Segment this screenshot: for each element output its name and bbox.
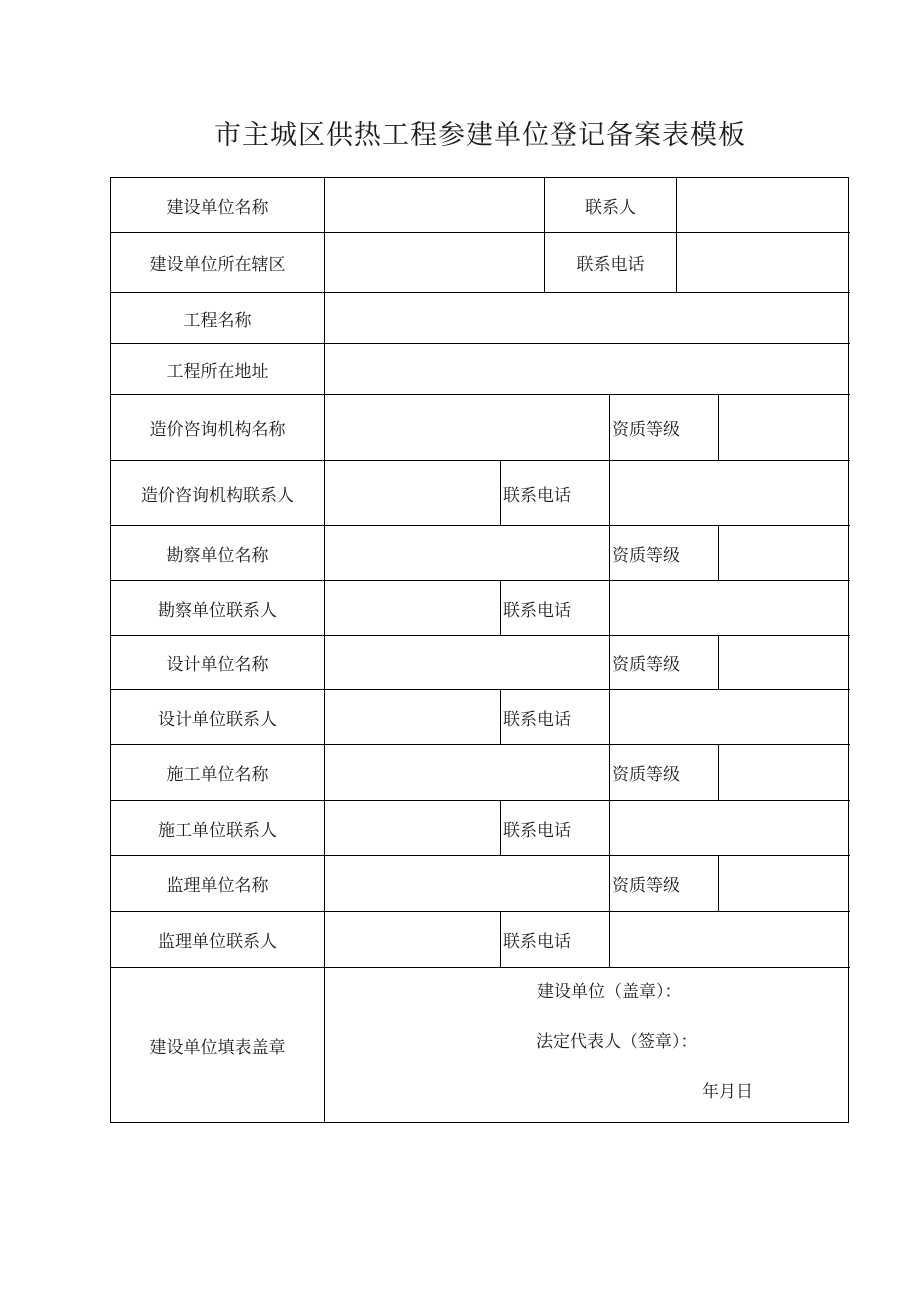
design-unit-contact-label: 设计单位联系人 [158,709,277,730]
cost-consulting-phone-field[interactable] [610,461,849,525]
construction-contractor-name-field[interactable] [325,745,609,800]
construction-unit-name-field[interactable] [325,178,544,232]
construction-unit-district-field[interactable] [325,233,544,292]
survey-unit-qualification-label: 资质等级 [612,545,680,566]
supervision-unit-name-label: 监理单位名称 [166,876,269,896]
project-address-field[interactable] [325,344,849,394]
construction-contractor-name-label: 施工单位名称 [166,765,269,785]
survey-unit-phone-field[interactable] [610,581,849,635]
supervision-unit-phone-field[interactable] [610,912,849,967]
survey-unit-qualification-field[interactable] [719,526,849,580]
construction-contractor-phone-field[interactable] [610,801,849,855]
design-unit-name-label: 设计单位名称 [166,655,269,675]
design-unit-phone-label: 联系电话 [503,709,571,730]
construction-contractor-phone-label: 联系电话 [503,820,571,841]
construction-contractor-contact-field[interactable] [325,801,500,855]
page-title: 市主城区供热工程参建单位登记备案表模板 [214,120,746,151]
construction-unit-district-label: 建设单位所在辖区 [149,255,286,275]
cost-consulting-qualification-label: 资质等级 [612,420,680,440]
survey-unit-contact-field[interactable] [325,581,500,635]
unit-seal-line: 建设单位（盖章）： [537,982,682,1002]
cost-consulting-phone-label: 联系电话 [503,485,571,506]
supervision-unit-name-field[interactable] [325,856,609,911]
contact-phone-field[interactable] [677,233,849,292]
design-unit-qualification-label: 资质等级 [612,655,680,675]
legal-representative-signature-line: 法定代表人（签章）： [536,1032,698,1052]
cost-consulting-name-field[interactable] [325,395,609,460]
date-line: 年月日 [702,1082,753,1102]
supervision-unit-qualification-label: 资质等级 [612,876,680,896]
survey-unit-name-field[interactable] [325,526,609,580]
design-unit-qualification-field[interactable] [719,636,849,689]
supervision-unit-contact-field[interactable] [325,912,500,967]
contact-person-field[interactable] [677,178,849,232]
construction-contractor-qualification-field[interactable] [719,745,849,800]
survey-unit-contact-label: 勘察单位联系人 [158,600,277,621]
project-address-label: 工程所在地址 [166,361,269,382]
cost-consulting-qualification-field[interactable] [719,395,849,460]
construction-contractor-qualification-label: 资质等级 [612,765,680,785]
supervision-unit-qualification-field[interactable] [719,856,849,911]
design-unit-phone-field[interactable] [610,690,849,744]
cost-consulting-contact-field[interactable] [325,461,500,525]
construction-contractor-contact-label: 施工单位联系人 [158,820,277,841]
registration-form [110,177,849,1123]
seal-section-area[interactable] [325,968,849,1123]
design-unit-name-field[interactable] [325,636,609,689]
cost-consulting-contact-label: 造价咨询机构联系人 [141,485,294,506]
construction-unit-name-label: 建设单位名称 [166,197,269,218]
cost-consulting-name-label: 造价咨询机构名称 [149,420,286,440]
contact-person-label: 联系人 [585,197,636,218]
seal-section-label: 建设单位填表盖章 [149,1038,286,1058]
contact-phone-label: 联系电话 [576,255,645,275]
survey-unit-name-label: 勘察单位名称 [166,545,269,566]
project-name-field[interactable] [325,293,849,343]
survey-unit-phone-label: 联系电话 [503,600,571,621]
supervision-unit-contact-label: 监理单位联系人 [158,932,277,952]
supervision-unit-phone-label: 联系电话 [503,932,571,952]
project-name-label: 工程名称 [183,310,252,331]
design-unit-contact-field[interactable] [325,690,500,744]
